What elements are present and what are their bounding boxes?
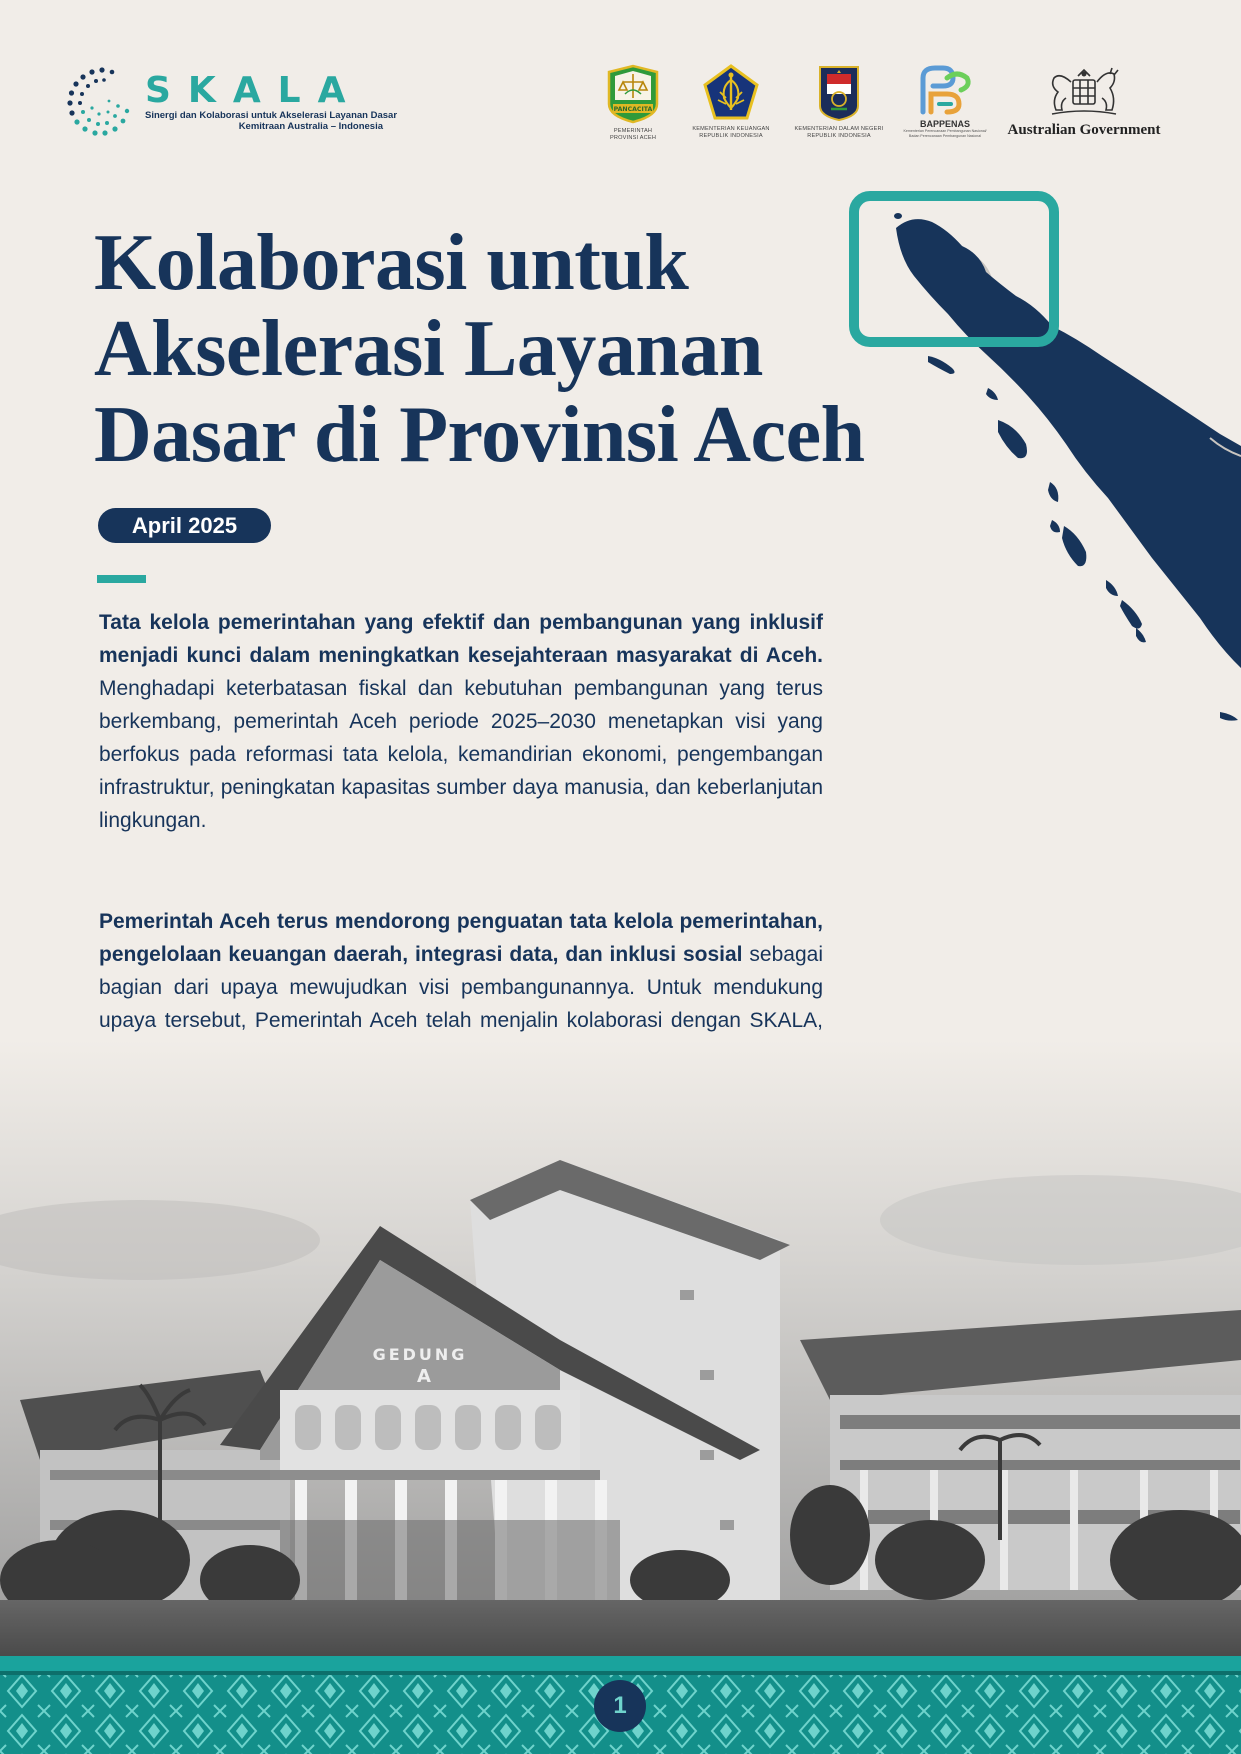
partner-caption: Kementerian Perencanaan Pembangunan Nasional/ [903,129,987,133]
partner-logo-pemerintah-aceh [598,64,668,142]
paragraph-lead: Pemerintah Aceh terus mendorong penguatan tata kelola pemerintahan, pengelolaan keuangan daerah, integrasi data, dan inklusi sosial [99,910,823,966]
kemendagri-emblem-icon [817,64,861,122]
bappenas-emblem-icon [917,64,973,116]
skala-logo [66,66,398,142]
partner-caption: REPUBLIK INDONESIA [699,133,763,139]
government-building-photo [0,1040,1241,1660]
building-sign-text: GEDUNG [372,1345,468,1364]
aceh-map-illustration [840,188,1241,728]
partner-caption: KEMENTERIAN KEUANGAN [692,126,770,132]
partner-caption: REPUBLIK INDONESIA [807,133,871,139]
partner-caption: PROVINSI ACEH [609,135,657,141]
skala-dot-swirl-icon [66,66,138,138]
partner-logo-bappenas [896,64,994,138]
accent-divider [97,575,146,583]
partner-caption: PEMERINTAH [613,128,653,134]
partner-logo-australian-government [1004,66,1164,139]
paragraph-body: Menghadapi keterbatasan fiskal dan kebutuhan pembangunan yang terus berkembang, pemerintah Aceh periode 2025–2030 menetapkan visi yang berfokus pada reformasi tata kelola, kemandirian ekonomi, pengembangan infrastruktur, peningkatan kapasitas sumber daya manusia, dan keberlanjutan lingkungan. [99,677,823,832]
date-badge: April 2025 [98,508,271,543]
partner-logo-kemenkeu [686,64,776,140]
title-line: Kolaborasi untuk [94,219,689,307]
australian-coat-of-arms-icon [1044,66,1124,120]
partner-caption: Badan Perencanaan Pembangunan Nasional [908,133,982,138]
australian-government-name: Australian Government [1007,122,1161,138]
paragraph-lead: Tata kelola pemerintahan yang efektif dan pembangunan yang inklusif menjadi kunci dalam meningkatkan kesejahteraan masyarakat di Aceh. [99,611,823,667]
title-line: Akselerasi Layanan [94,305,763,393]
sumatra-landmass [896,219,1241,668]
page-title [94,220,865,478]
skala-tagline: Sinergi dan Kolaborasi untuk Akselerasi Layanan Dasar [145,110,398,121]
aceh-emblem-icon [605,64,661,124]
intro-paragraph [99,606,823,837]
building-sign-text: A [417,1366,431,1387]
kemenkeu-emblem-icon [702,64,760,122]
skala-tagline-partnership: Kemitraan Australia – Indonesia [238,121,383,132]
partner-logo-kemendagri [790,64,888,140]
page-number-badge: 1 [594,1680,646,1732]
title-line: Dasar di Provinsi Aceh [94,391,865,479]
skala-wordmark: SKALA [145,70,363,111]
partner-caption: KEMENTERIAN DALAM NEGERI [794,126,884,132]
aceh-emblem-text: PANCACITA [613,106,653,114]
bappenas-name: BAPPENAS [919,119,970,129]
footer-stripe [0,1656,1241,1671]
paragraph-body: sebagai bagian dari upaya mewujudkan visi pembangunannya. Untuk mendukung upaya tersebut, Pemerintah Aceh telah menjalin kolaborasi dengan SKALA, [99,943,823,1032]
